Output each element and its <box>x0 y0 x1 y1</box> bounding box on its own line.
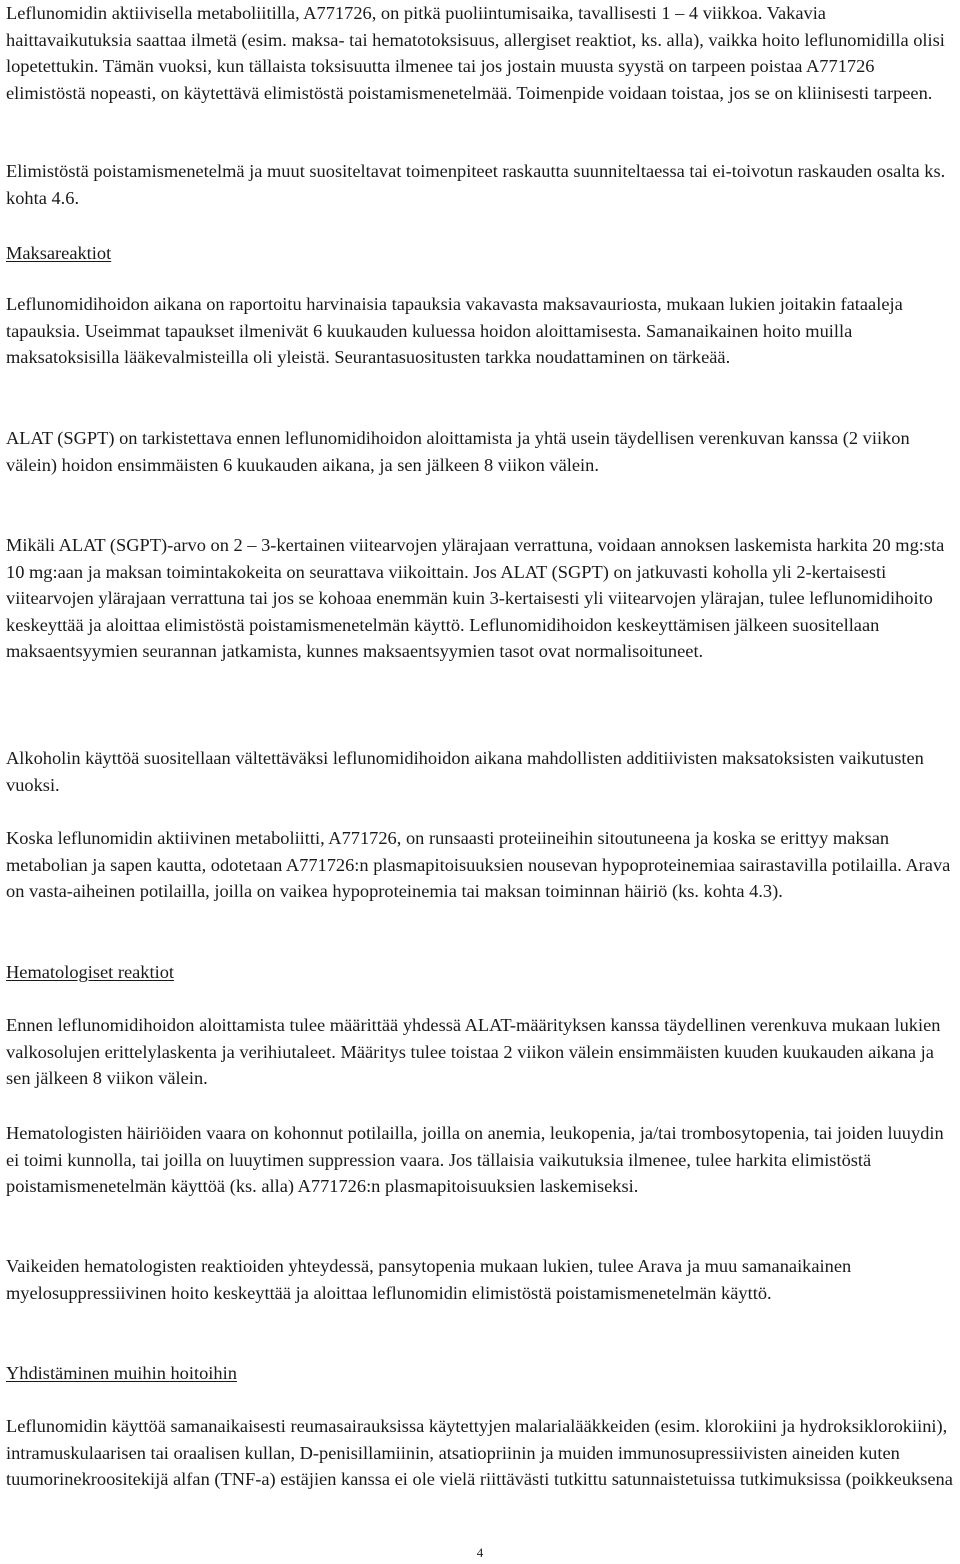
paragraph-half-life: Leflunomidin aktiivisella metaboliitilla, A771726, on pitkä puoliintumisaika, tavallisesti 1 – 4 viikkoa. Vakavia haittavaikutuksia saattaa ilmetä (esim. maksa- tai hematotoksisuus, allergiset reaktiot, ks. alla), vaikka hoito leflunomidilla olisi lopetettukin. Tämän vuoksi, kun tällaista toksisuutta ilmenee tai jos jostain muusta syystä on tarpeen poistaa A771726 elimistöstä nopeasti, on käytettävä elimistöstä poistamismenetelmää. Toimenpide voidaan toistaa, jos se on kliinisesti tarpeen. <box>6 3 945 103</box>
paragraph-alat-dose: Mikäli ALAT (SGPT)-arvo on 2 – 3-kertainen viitearvojen ylärajaan verrattuna, voidaan annoksen laskemista harkita 20 mg:sta 10 mg:aan ja maksan toimintakokeita on seurattava viikoittain. Jos ALAT (SGPT) on jatkuvasti koholla yli 2-kertaisesti viitearvojen ylärajaan verrattuna tai jos se kohoaa enemmän kuin 3-kertaisesti yli viitearvojen ylärajan, tulee leflunomidihoito keskeyttää ja aloittaa elimistöstä poistamismenetelmän käyttö. Leflunomidihoidon keskeyttämisen jälkeen suositellaan maksaentsyymien seurannan jatkamista, kunnes maksaentsyymien tasot ovat normalisoituneet. <box>6 535 945 661</box>
heading-hematologic-reactions: Hematologiset reaktiot <box>6 962 175 982</box>
page-number: 4 <box>476 1545 484 1560</box>
paragraph-alcohol: Alkoholin käyttöä suositellaan vältettäväksi leflunomidihoidon aikana mahdollisten additiivisten maksatoksisten vaikutusten vuoksi. <box>6 748 924 795</box>
paragraph-alat-monitoring: ALAT (SGPT) on tarkistettava ennen leflunomidihoidon aloittamista ja yhtä usein täydellisen verenkuvan kanssa (2 viikon välein) hoidon ensimmäisten 6 kuukauden aikana, ja sen jälkeen 8 viikon välein. <box>6 428 910 475</box>
paragraph-liver-damage: Leflunomidihoidon aikana on raportoitu harvinaisia tapauksia vakavasta maksavauriosta, mukaan lukien joitakin fataaleja tapauksia. Useimmat tapaukset ilmenivät 6 kuukauden kuluessa hoidon aloittamisesta. Samanaikainen hoito muilla maksatoksisilla lääkevalmisteilla oli yleistä. Seurantasuositusten tarkka noudattaminen on tärkeää. <box>6 294 903 367</box>
heading-combination-therapy: Yhdistäminen muihin hoitoihin <box>6 1363 237 1383</box>
heading-liver-reactions: Maksareaktiot <box>6 243 112 263</box>
paragraph-elimination-pregnancy: Elimistöstä poistamismenetelmä ja muut suositeltavat toimenpiteet raskautta suunniteltaessa tai ei-toivotun raskauden osalta ks. kohta 4.6. <box>6 161 946 208</box>
paragraph-severe-hematologic: Vaikeiden hematologisten reaktioiden yhteydessä, pansytopenia mukaan lukien, tulee Arava ja muu samanaikainen myelosuppressiivinen hoito keskeyttää ja aloittaa leflunomidin elimistöstä poistamismenetelmän käyttö. <box>6 1256 852 1303</box>
paragraph-blood-count: Ennen leflunomidihoidon aloittamista tulee määrittää yhdessä ALAT-määrityksen kanssa täydellinen verenkuva mukaan lukien valkosolujen erittelylaskenta ja verihiutaleet. Määritys tulee toistaa 2 viikon välein ensimmäisten kuuden kuukauden aikana ja sen jälkeen 8 viikon välein. <box>6 1015 941 1088</box>
paragraph-combination: Leflunomidin käyttöä samanaikaisesti reumasairauksissa käytettyjen malarialääkkeiden (esim. klorokiini ja hydroksiklorokiini), intramuskulaarisen tai oraalisen kullan, D-penisillamiinin, atsatiopriinin ja muiden immunosupressiivisten aineiden kuten tuumorinekroositekijä alfan (TNF-a) estäjien kanssa ei ole vielä riittävästi tutkittu satunnaistetuissa tutkimuksissa (poikkeuksena <box>6 1416 953 1489</box>
paragraph-hematologic-risk: Hematologisten häiriöiden vaara on kohonnut potilailla, joilla on anemia, leukopenia, ja/tai trombosytopenia, tai joiden luuydin ei toimi kunnolla, tai joilla on luuytimen suppression vaara. Jos tällaisia vaikutuksia ilmenee, tulee harkita elimistöstä poistamismenetelmän käyttöä (ks. alla) A771726:n plasmapitoisuuksien laskemiseksi. <box>6 1123 944 1196</box>
paragraph-hypoproteinemia: Koska leflunomidin aktiivinen metaboliitti, A771726, on runsaasti proteiineihin sitoutuneena ja koska se erittyy maksan metabolian ja sapen kautta, odotetaan A771726:n plasmapitoisuuksien nousevan hypoproteinemiaa sairastavilla potilailla. Arava on vasta-aiheinen potilailla, joilla on vaikea hypoproteinemia tai maksan toiminnan häiriö (ks. kohta 4.3). <box>6 828 951 901</box>
